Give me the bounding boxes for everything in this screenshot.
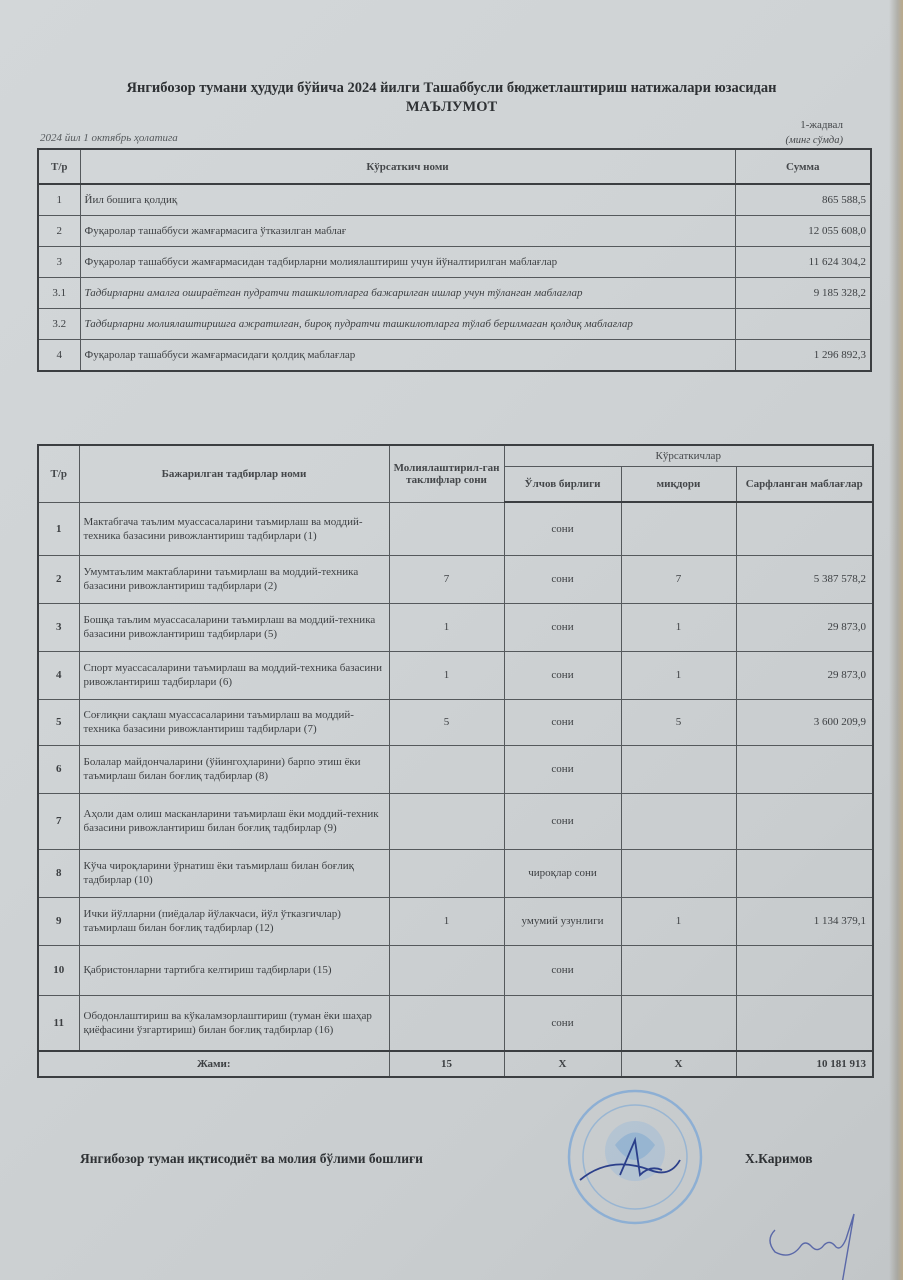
activity-name: Ички йўлларни (пиёдалар йўлакчаси, йўл ўтказгичлар) таъмирлаш билан боғлиқ тадбирлар (12) xyxy=(79,897,389,945)
table-row xyxy=(38,849,873,897)
table-row xyxy=(38,309,871,340)
row-number: 11 xyxy=(38,995,79,1051)
row-number: 2 xyxy=(38,216,80,247)
total-count: 15 xyxy=(389,1051,504,1077)
document-title: Янгибозор тумани ҳудуди бўйича 2024 йилги Ташаббусли бюджетлаштириш натижалари юзасидан xyxy=(126,80,777,96)
funded-count: 1 xyxy=(389,603,504,651)
funded-count: 1 xyxy=(389,897,504,945)
quantity: 1 xyxy=(621,651,736,699)
table-row xyxy=(38,216,871,247)
signatory-name: Х.Каримов xyxy=(745,1151,813,1166)
activity-name: Соғлиқни сақлаш муассасаларини таъмирлаш ва моддий-техника базасини ривожлантириш тадбирлари (7) xyxy=(79,699,389,745)
col-header-spent: Сарфланган маблағлар xyxy=(736,467,873,503)
funded-count xyxy=(389,995,504,1051)
col-header-activity-name: Бажарилган тадбирлар номи xyxy=(79,445,389,502)
as-of-date: 2024 йил 1 октябрь ҳолатига xyxy=(40,132,178,144)
activity-name: Болалар майдончаларини (ўйингоҳларини) барпо этиш ёки таъмирлаш билан боғлиқ тадбирлар (8) xyxy=(79,745,389,793)
funded-count: 7 xyxy=(389,555,504,603)
indicator-name: Фуқаролар ташаббуси жамғармасига ўтказилган маблағ xyxy=(80,216,735,247)
activity-name: Бошқа таълим муассасаларини таъмирлаш ва моддий-техника базасини ривожлантириш тадбирлари (5) xyxy=(79,603,389,651)
row-number: 6 xyxy=(38,745,79,793)
funded-count xyxy=(389,945,504,995)
indicator-name: Йил бошига қолдиқ xyxy=(80,184,735,216)
indicator-sum: 11 624 304,2 xyxy=(735,247,871,278)
spent-amount xyxy=(736,745,873,793)
spent-amount: 3 600 209,9 xyxy=(736,699,873,745)
row-number: 3 xyxy=(38,247,80,278)
table-row xyxy=(38,945,873,995)
indicator-sum xyxy=(735,309,871,340)
official-stamp-icon xyxy=(560,1085,710,1235)
activity-name: Қабристонларни тартибга келтириш тадбирлари (15) xyxy=(79,945,389,995)
document-heading: МАЪЛУМОТ xyxy=(405,99,498,115)
activity-name: Умумтаълим мактабларини таъмирлаш ва моддий-техника базасини ривожлантириш тадбирлари (2) xyxy=(79,555,389,603)
indicator-name: Фуқаролар ташаббуси жамғармасидан тадбирларни молиялаштириш учун йўналтирилган маблағлар xyxy=(80,247,735,278)
summary-table xyxy=(37,148,872,372)
col-header-no: Т/р xyxy=(38,445,79,502)
table-row xyxy=(38,699,873,745)
row-number: 9 xyxy=(38,897,79,945)
row-number: 4 xyxy=(38,340,80,372)
row-number: 3.2 xyxy=(38,309,80,340)
total-spent: 10 181 913 xyxy=(736,1051,873,1077)
table-row xyxy=(38,651,873,699)
row-number: 4 xyxy=(38,651,79,699)
quantity xyxy=(621,793,736,849)
col-header-no: Т/р xyxy=(38,149,80,184)
row-number: 3 xyxy=(38,603,79,651)
activity-name: Кўча чироқларини ўрнатиш ёки таъмирлаш билан боғлиқ тадбирлар (10) xyxy=(79,849,389,897)
paper-edge xyxy=(889,0,903,1280)
funded-count: 1 xyxy=(389,651,504,699)
table-row xyxy=(38,184,871,216)
col-header-sum: Сумма xyxy=(735,149,871,184)
unit-of-measure: сони xyxy=(504,603,621,651)
table-row xyxy=(38,502,873,555)
indicator-name: Тадбирларни амалга ошираётган пудратчи ташкилотларга бажарилган ишлар учун тўланган маблағлар xyxy=(80,278,735,309)
spent-amount: 29 873,0 xyxy=(736,651,873,699)
quantity: 1 xyxy=(621,603,736,651)
funded-count xyxy=(389,793,504,849)
table-number: 1-жадвал xyxy=(800,119,843,131)
spent-amount xyxy=(736,502,873,555)
row-number: 10 xyxy=(38,945,79,995)
total-unit: X xyxy=(504,1051,621,1077)
quantity: 7 xyxy=(621,555,736,603)
row-number: 2 xyxy=(38,555,79,603)
row-number: 3.1 xyxy=(38,278,80,309)
unit-of-measure: сони xyxy=(504,945,621,995)
unit-of-measure: чироқлар сони xyxy=(504,849,621,897)
quantity: 1 xyxy=(621,897,736,945)
table-row xyxy=(38,603,873,651)
funded-count xyxy=(389,849,504,897)
row-number: 8 xyxy=(38,849,79,897)
col-header-unit: Ўлчов бирлиги xyxy=(504,467,621,503)
indicator-sum: 865 588,5 xyxy=(735,184,871,216)
activity-name: Мактабгача таълим муассасаларини таъмирлаш ва моддий-техника базасини ривожлантириш тадбирлари (1) xyxy=(79,502,389,555)
table-row xyxy=(38,340,871,372)
initials-signature-icon xyxy=(760,1205,870,1280)
funded-count: 5 xyxy=(389,699,504,745)
unit-of-measure: сони xyxy=(504,745,621,793)
quantity xyxy=(621,745,736,793)
quantity xyxy=(621,995,736,1051)
col-header-indicators: Кўрсаткичлар xyxy=(504,445,873,467)
spent-amount xyxy=(736,849,873,897)
row-number: 5 xyxy=(38,699,79,745)
quantity: 5 xyxy=(621,699,736,745)
spent-amount: 5 387 578,2 xyxy=(736,555,873,603)
total-quantity: X xyxy=(621,1051,736,1077)
signatory-position: Янгибозор туман иқтисодиёт ва молия бўлими бошлиғи xyxy=(80,1151,423,1166)
activity-name: Аҳоли дам олиш масканларини таъмирлаш ёки моддий-техник базасини ривожлантириш билан боғлиқ тадбирлар (9) xyxy=(79,793,389,849)
table-row xyxy=(38,793,873,849)
unit-of-measure: сони xyxy=(504,995,621,1051)
table-row xyxy=(38,995,873,1051)
table-unit: (минг сўмда) xyxy=(785,135,843,146)
col-header-funded-count: Молиялаштирил-ган таклифлар сони xyxy=(389,445,504,502)
quantity xyxy=(621,502,736,555)
spent-amount: 1 134 379,1 xyxy=(736,897,873,945)
total-label: Жами: xyxy=(38,1051,389,1077)
activity-name: Ободонлаштириш ва кўкаламзорлаштириш (туман ёки шаҳар қиёфасини ўзгартириш) билан боғлиқ тадбирлар (16) xyxy=(79,995,389,1051)
quantity xyxy=(621,945,736,995)
indicator-sum: 9 185 328,2 xyxy=(735,278,871,309)
table-row xyxy=(38,897,873,945)
total-row xyxy=(38,1051,873,1077)
indicator-name: Тадбирларни молиялаштиришга ажратилган, бироқ пудратчи ташкилотларга тўлаб берилмаган қолдиқ маблағлар xyxy=(80,309,735,340)
unit-of-measure: сони xyxy=(504,793,621,849)
indicator-name: Фуқаролар ташаббуси жамғармасидаги қолдиқ маблағлар xyxy=(80,340,735,372)
unit-of-measure: сони xyxy=(504,502,621,555)
table-row xyxy=(38,745,873,793)
unit-of-measure: умумий узунлиги xyxy=(504,897,621,945)
table-row xyxy=(38,555,873,603)
quantity xyxy=(621,849,736,897)
activities-table xyxy=(37,444,874,1078)
unit-of-measure: сони xyxy=(504,699,621,745)
table-row xyxy=(38,247,871,278)
funded-count xyxy=(389,502,504,555)
indicator-sum: 1 296 892,3 xyxy=(735,340,871,372)
spent-amount xyxy=(736,793,873,849)
col-header-indicator: Кўрсаткич номи xyxy=(80,149,735,184)
indicator-sum: 12 055 608,0 xyxy=(735,216,871,247)
spent-amount: 29 873,0 xyxy=(736,603,873,651)
activity-name: Спорт муассасаларини таъмирлаш ва моддий-техника базасини ривожлантириш тадбирлари (6) xyxy=(79,651,389,699)
table-row xyxy=(38,278,871,309)
col-header-quantity: миқдори xyxy=(621,467,736,503)
funded-count xyxy=(389,745,504,793)
spent-amount xyxy=(736,945,873,995)
row-number: 1 xyxy=(38,184,80,216)
row-number: 7 xyxy=(38,793,79,849)
row-number: 1 xyxy=(38,502,79,555)
unit-of-measure: сони xyxy=(504,651,621,699)
spent-amount xyxy=(736,995,873,1051)
unit-of-measure: сони xyxy=(504,555,621,603)
